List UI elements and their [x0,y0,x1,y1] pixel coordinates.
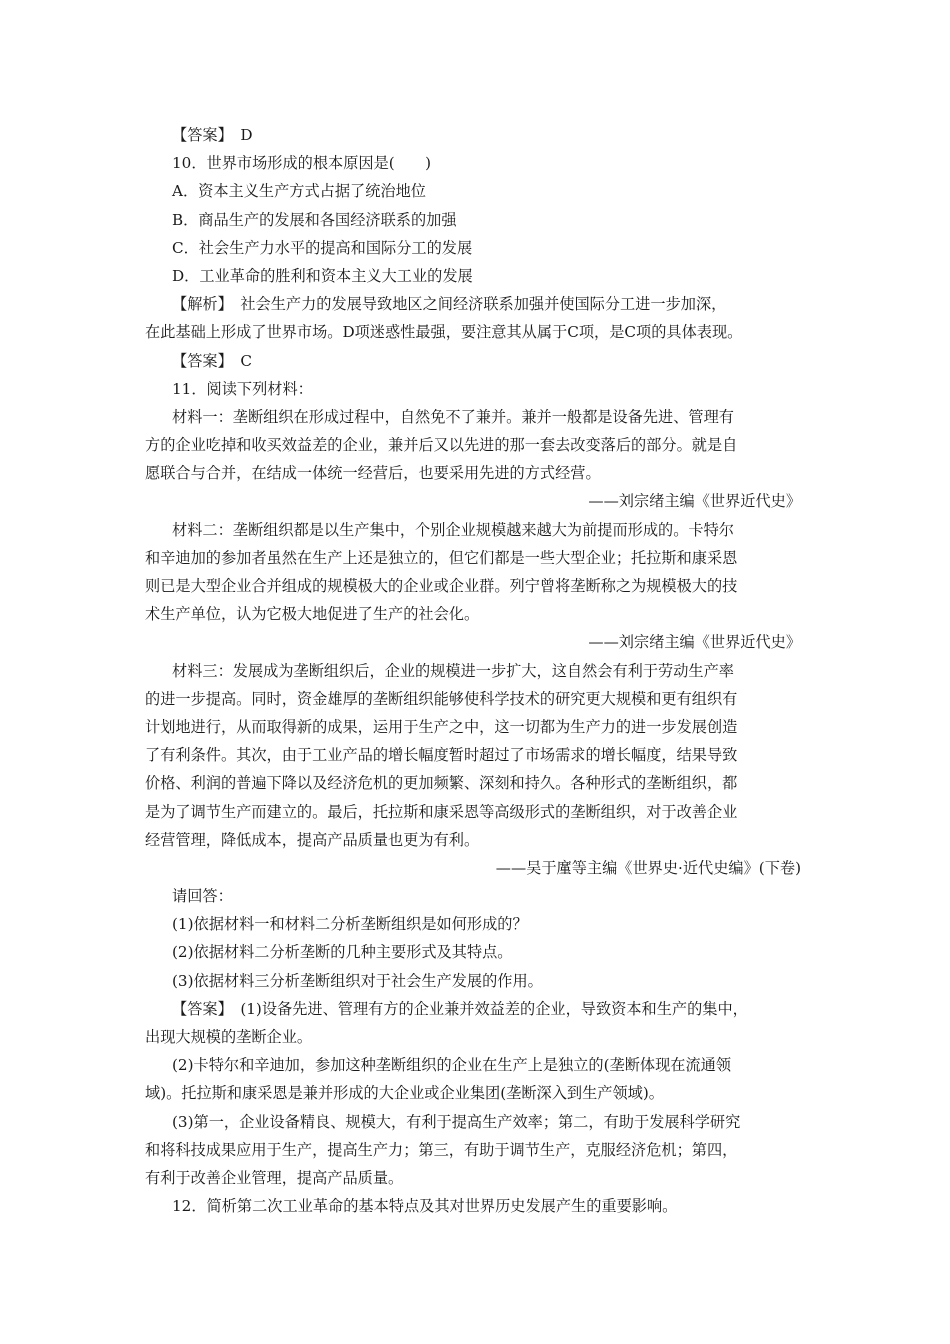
material-1-cont: 愿联合与合并，在结成一体统一经营后，也要采用先进的方式经营。 [145,464,601,483]
option-c: C．社会生产力水平的提高和国际分工的发展 [172,238,473,257]
analysis-q10: 【解析】 社会生产力的发展导致地区之间经济联系加强并使国际分工进一步加深， [172,295,727,314]
question-11: 11．阅读下列材料： [172,379,313,398]
sub-question-3: (3)依据材料三分析垄断组织对于社会生产发展的作用。 [172,971,543,990]
material-3-cont: 计划地进行，从而取得新的成果，运用于生产之中，这一切都为生产力的进一步发展创造 [145,717,738,736]
option-a: A．资本主义生产方式占据了统治地位 [172,182,426,201]
sub-question-2: (2)依据材料二分析垄断的几种主要形式及其特点。 [172,943,513,962]
answer-q11-3-cont: 和将科技成果应用于生产，提高生产力；第三，有助于调节生产，克服经济危机；第四， [145,1140,738,1159]
answer-q10: 【答案】 C [172,351,252,370]
material-1-cont: 方的企业吃掉和收买效益差的企业，兼并后又以先进的那一套去改变落后的部分。就是自 [145,436,738,455]
prompt: 请回答： [172,887,233,906]
material-3-cont: 是为了调节生产而建立的。最后，托拉斯和康采恩等高级形式的垄断组织，对于改善企业 [145,802,738,821]
material-3-cont: 经营管理，降低成本，提高产品质量也更为有利。 [145,830,480,849]
question-10: 10．世界市场形成的根本原因是( ) [172,154,431,173]
material-3-cont: 价格、利润的普遍下降以及经济危机的更加频繁、深刻和持久。各种形式的垄断组织，都 [145,774,738,793]
answer-q11-2: (2)卡特尔和辛迪加，参加这种垄断组织的企业在生产上是独立的(垄断体现在流通领 [172,1056,732,1075]
answer-label-q9: 【答案】 D [172,126,253,144]
option-b: B．商品生产的发展和各国经济联系的加强 [172,210,457,229]
answer-q11-3-cont: 有利于改善企业管理，提高产品质量。 [145,1168,404,1187]
material-3-source: ——吴于廑等主编《世界史·近代史编》(下卷) [495,858,801,877]
analysis-q10-cont: 在此基础上形成了世界市场。D项迷惑性最强，要注意其从属于C项，是C项的具体表现。 [145,323,743,342]
question-12: 12．简析第二次工业革命的基本特点及其对世界历史发展产生的重要影响。 [172,1197,678,1216]
sub-question-1: (1)依据材料一和材料二分析垄断组织是如何形成的？ [172,915,528,934]
answer-q11-2-cont: 域)。托拉斯和康采恩是兼并形成的大企业或企业集团(垄断深入到生产领域)。 [145,1084,664,1103]
document-body [145,121,805,1220]
material-2-source: ——刘宗绪主编《世界近代史》 [588,633,801,652]
material-3: 材料三：发展成为垄断组织后，企业的规模进一步扩大，这自然会有利于劳动生产率 [172,661,734,680]
answer-q11-3: (3)第一，企业设备精良、规模大，有利于提高生产效率；第二，有助于发展科学研究 [172,1112,741,1131]
answer-q11-1: 【答案】 (1)设备先进、管理有方的企业兼并效益差的企业，导致资本和生产的集中， [172,999,748,1018]
answer-q11-1-cont: 出现大规模的垄断企业。 [145,1028,313,1046]
option-d: D．工业革命的胜利和资本主义大工业的发展 [172,266,473,285]
material-2: 材料二：垄断组织都是以生产集中，个别企业规模越来越大为前提而形成的。卡特尔 [172,520,734,539]
material-1: 材料一：垄断组织在形成过程中，自然免不了兼并。兼并一般都是设备先进、管理有 [172,407,734,426]
material-1-source: ——刘宗绪主编《世界近代史》 [588,492,801,511]
material-2-cont: 术生产单位，认为它极大地促进了生产的社会化。 [145,605,480,624]
material-3-cont: 的进一步提高。同时，资金雄厚的垄断组织能够使科学技术的研究更大规模和更有组织有 [145,689,738,708]
material-2-cont: 则已是大型企业合并组成的规模极大的企业或企业群。列宁曾将垄断称之为规模极大的技 [145,577,738,595]
material-3-cont: 了有利条件。其次，由于工业产品的增长幅度暂时超过了市场需求的增长幅度，结果导致 [145,746,738,765]
material-2-cont: 和辛迪加的参加者虽然在生产上还是独立的，但它们都是一些大型企业；托拉斯和康采恩 [145,548,738,567]
